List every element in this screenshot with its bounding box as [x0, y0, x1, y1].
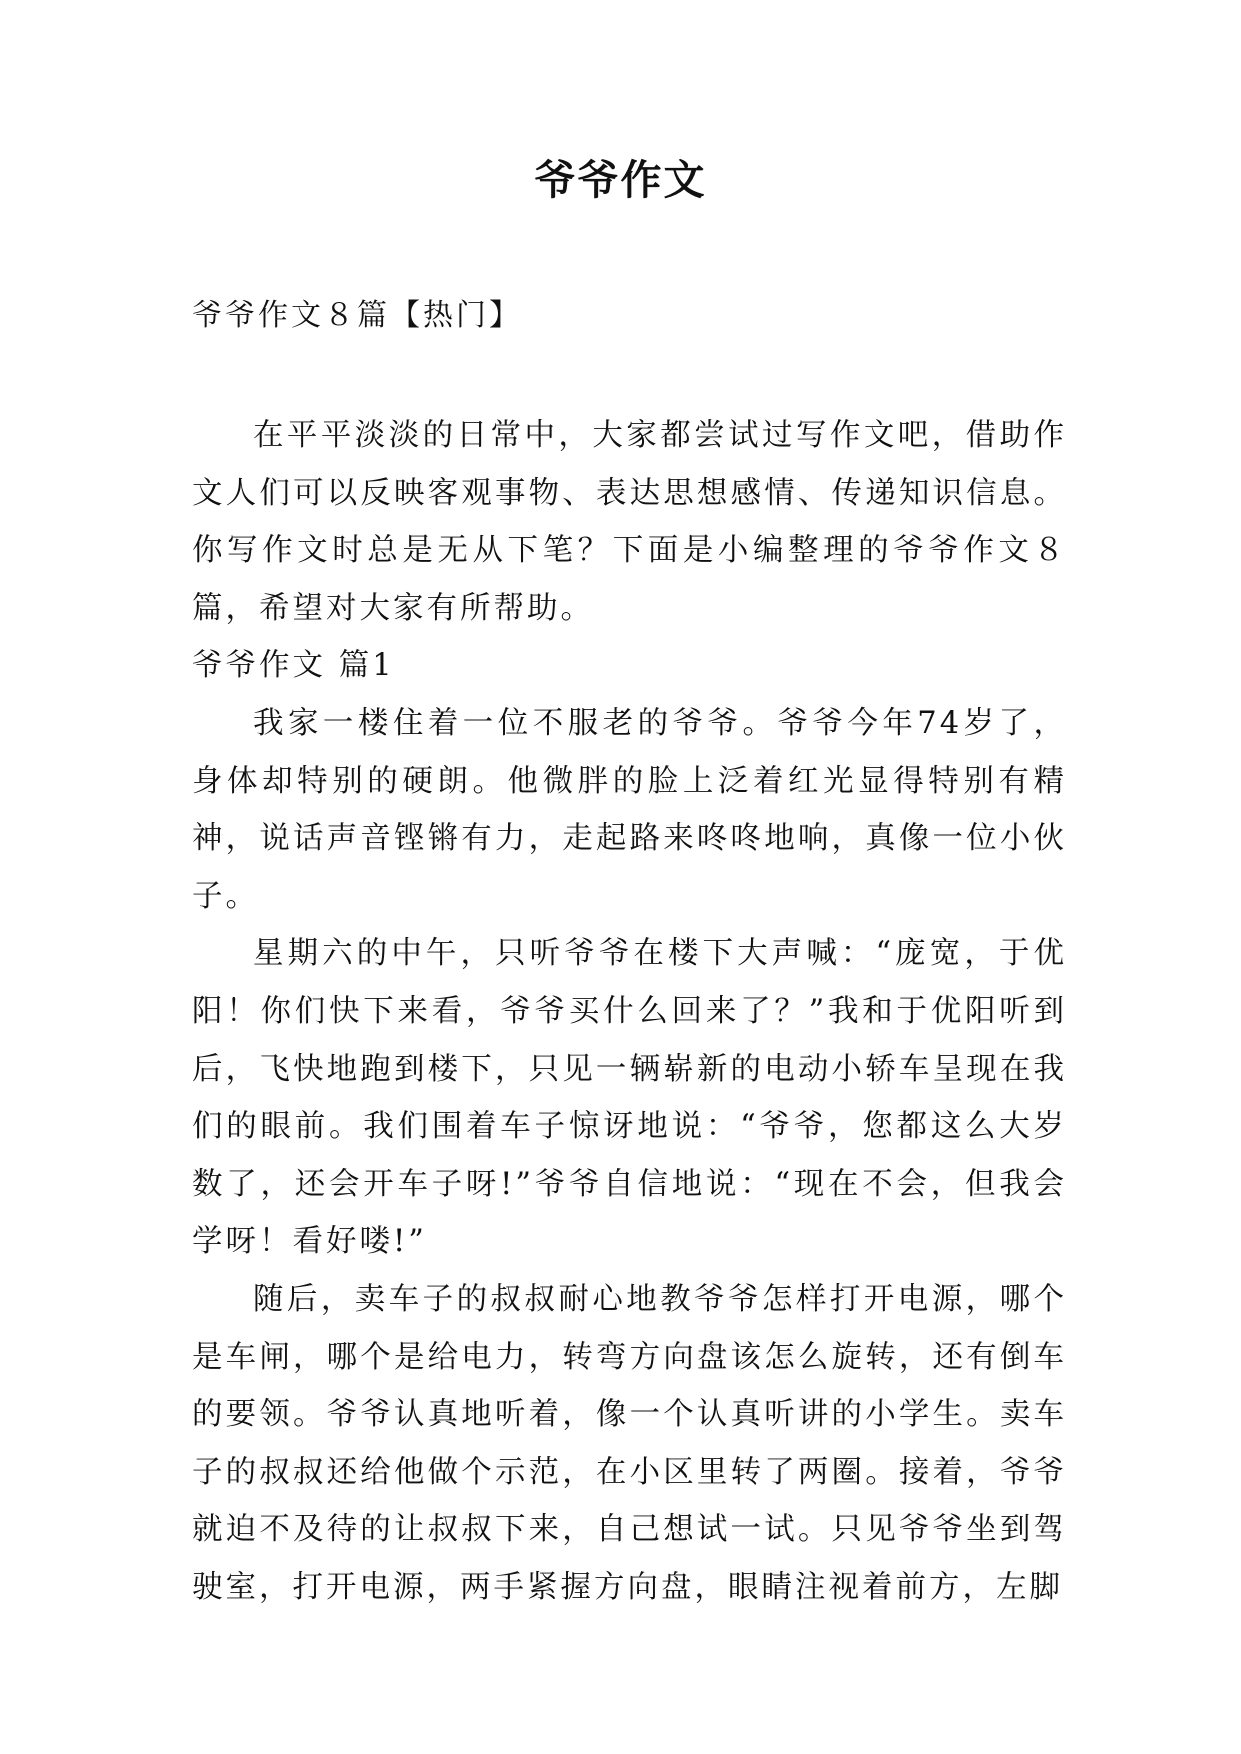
document-title: 爷爷作文: [534, 156, 707, 204]
body-paragraph: 我家一楼住着一位不服老的爷爷。爷爷今年74岁了，身体却特别的硬朗。他微胖的脸上泛着红光显得特别有精神，说话声音铿锵有力，走起路来咚咚地响，真像一位小伙子。: [192, 705, 1067, 914]
intro-paragraph: 在平平淡淡的日常中，大家都尝试过写作文吧，借助作文人们可以反映客观事物、表达思想感情、传递知识信息。你写作文时总是无从下笔？下面是小编整理的爷爷作文８篇，希望对大家有所帮助。: [192, 418, 1067, 626]
body-paragraph: 星期六的中午，只听爷爷在楼下大声喊：“庞宽，于优阳！你们快下来看，爷爷买什么回来了？”我和于优阳听到后，飞快地跑到楼下，只见一辆崭新的电动小轿车呈现在我们的眼前。我们围着车子惊讶地说：“爷爷，您都这么大岁数了，还会开车子呀!”爷爷自信地说：“现在不会，但我会学呀！看好喽!”: [192, 936, 1067, 1260]
document-subtitle: 爷爷作文８篇【热门】: [192, 298, 522, 333]
section-heading: 爷爷作文 篇1: [192, 648, 395, 684]
body-paragraph: 随后，卖车子的叔叔耐心地教爷爷怎样打开电源，哪个是车闸，哪个是给电力，转弯方向盘该怎么旋转，还有倒车的要领。爷爷认真地听着，像一个认真听讲的小学生。卖车子的叔叔还给他做个示范，在小区里转了两圈。接着，爷爷就迫不及待的让叔叔下来，自己想试一试。只见爷爷坐到驾驶室，打开电源，两手紧握方向盘，眼睛注视着前方，左脚: [192, 1281, 1067, 1605]
document-body: [192, 407, 1067, 1616]
